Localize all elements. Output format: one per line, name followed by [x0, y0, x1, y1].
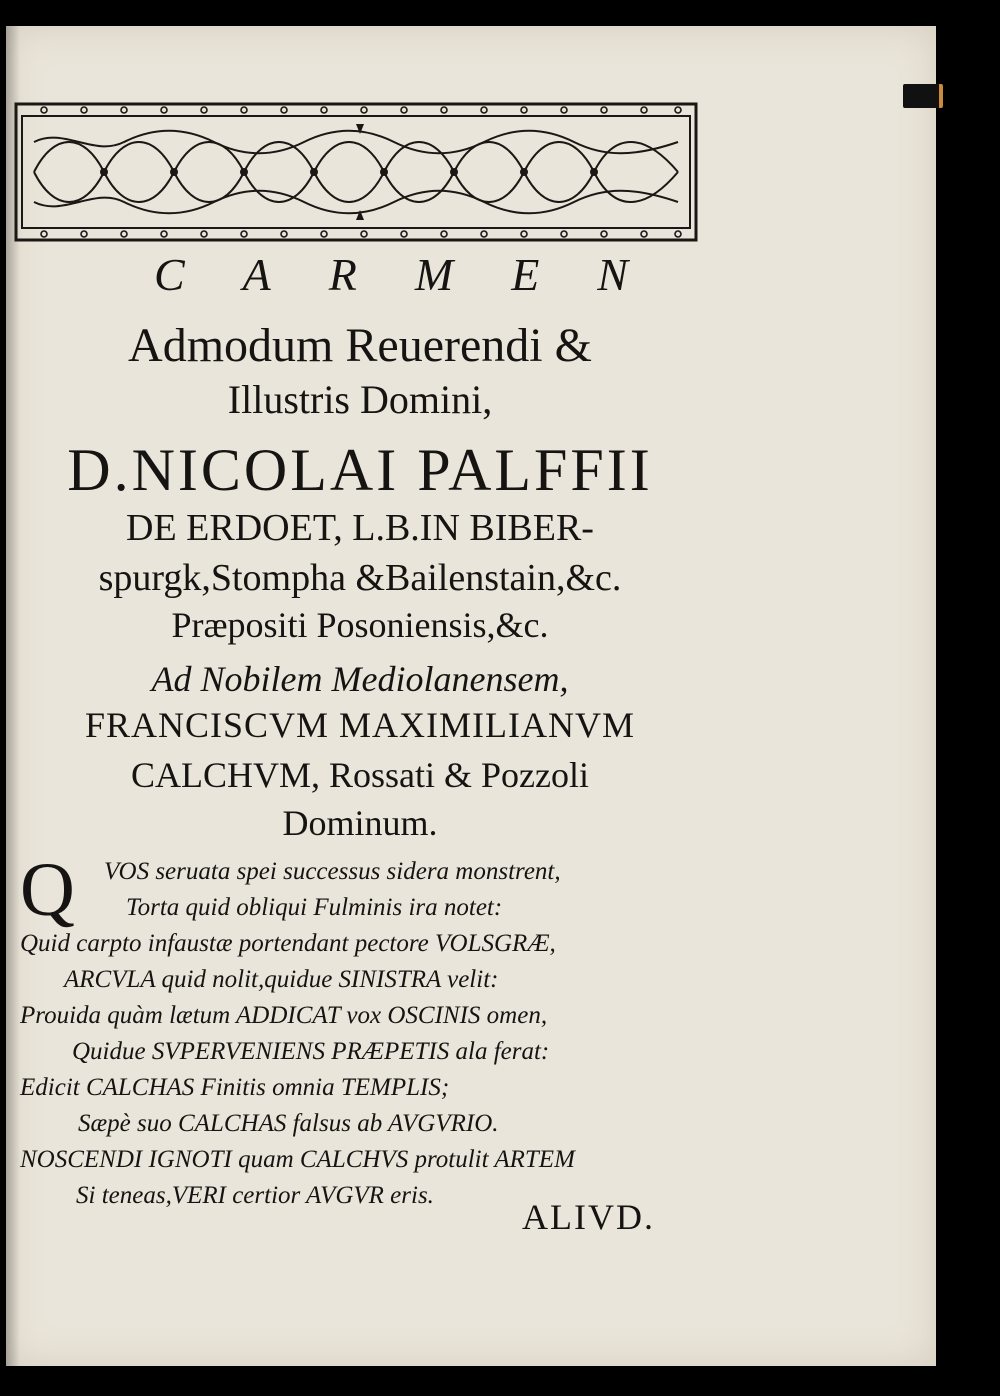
verse-line: Edicit CALCHAS Finitis omnia TEMPLIS; — [20, 1074, 450, 1101]
title-line-5: spurgk,Stompha &Bailenstain,&c. — [98, 557, 622, 599]
title-line-1: Admodum Reuerendi & — [128, 319, 592, 372]
drop-cap: Q — [20, 848, 75, 932]
verse-line: Torta quid obliqui Fulminis ira notet: — [126, 894, 503, 921]
verse-line: ARCVLA quid nolit,quidue SINISTRA velit: — [64, 966, 499, 993]
catchword: ALIVD. — [522, 1197, 655, 1237]
verse-line: Si teneas,VERI certior AVGVR eris. — [76, 1182, 434, 1209]
dedicatee-dominum: Dominum. — [282, 803, 438, 843]
title-line-2: Illustris Domini, — [227, 377, 493, 422]
page-tab-marker — [903, 84, 943, 108]
title-line-4: DE ERDOET, L.B.IN BIBER- — [126, 507, 594, 549]
dedicatee-title: CALCHVM, Rossati & Pozzoli — [130, 755, 589, 795]
verse-line: Prouida quàm lætum ADDICAT vox OSCINIS omen, — [20, 1002, 548, 1029]
verse-line: Quid carpto infaustæ portendant pectore VOLSGRÆ, — [20, 930, 556, 957]
verse-line: VOS seruata spei successus sidera monstrent, — [104, 858, 561, 885]
title-line-6: Præpositi Posoniensis,&c. — [171, 605, 549, 645]
dedication-line: Ad Nobilem Mediolanensem, — [151, 659, 569, 699]
headpiece-ornament — [14, 102, 698, 242]
dedicatee-name: FRANCISCVM MAXIMILIANVM — [84, 705, 636, 745]
carmen-heading: CARMEN — [154, 249, 686, 300]
verse-line: NOSCENDI IGNOTI quam CALCHVS protulit ARTEM — [20, 1146, 575, 1173]
verse-line: Sæpè suo CALCHAS falsus ab AVGVRIO. — [78, 1110, 499, 1137]
title-name-line: D.NICOLAI PALFFII — [67, 437, 653, 503]
verse-line: Quidue SVPERVENIENS PRÆPETIS ala ferat: — [72, 1038, 550, 1065]
